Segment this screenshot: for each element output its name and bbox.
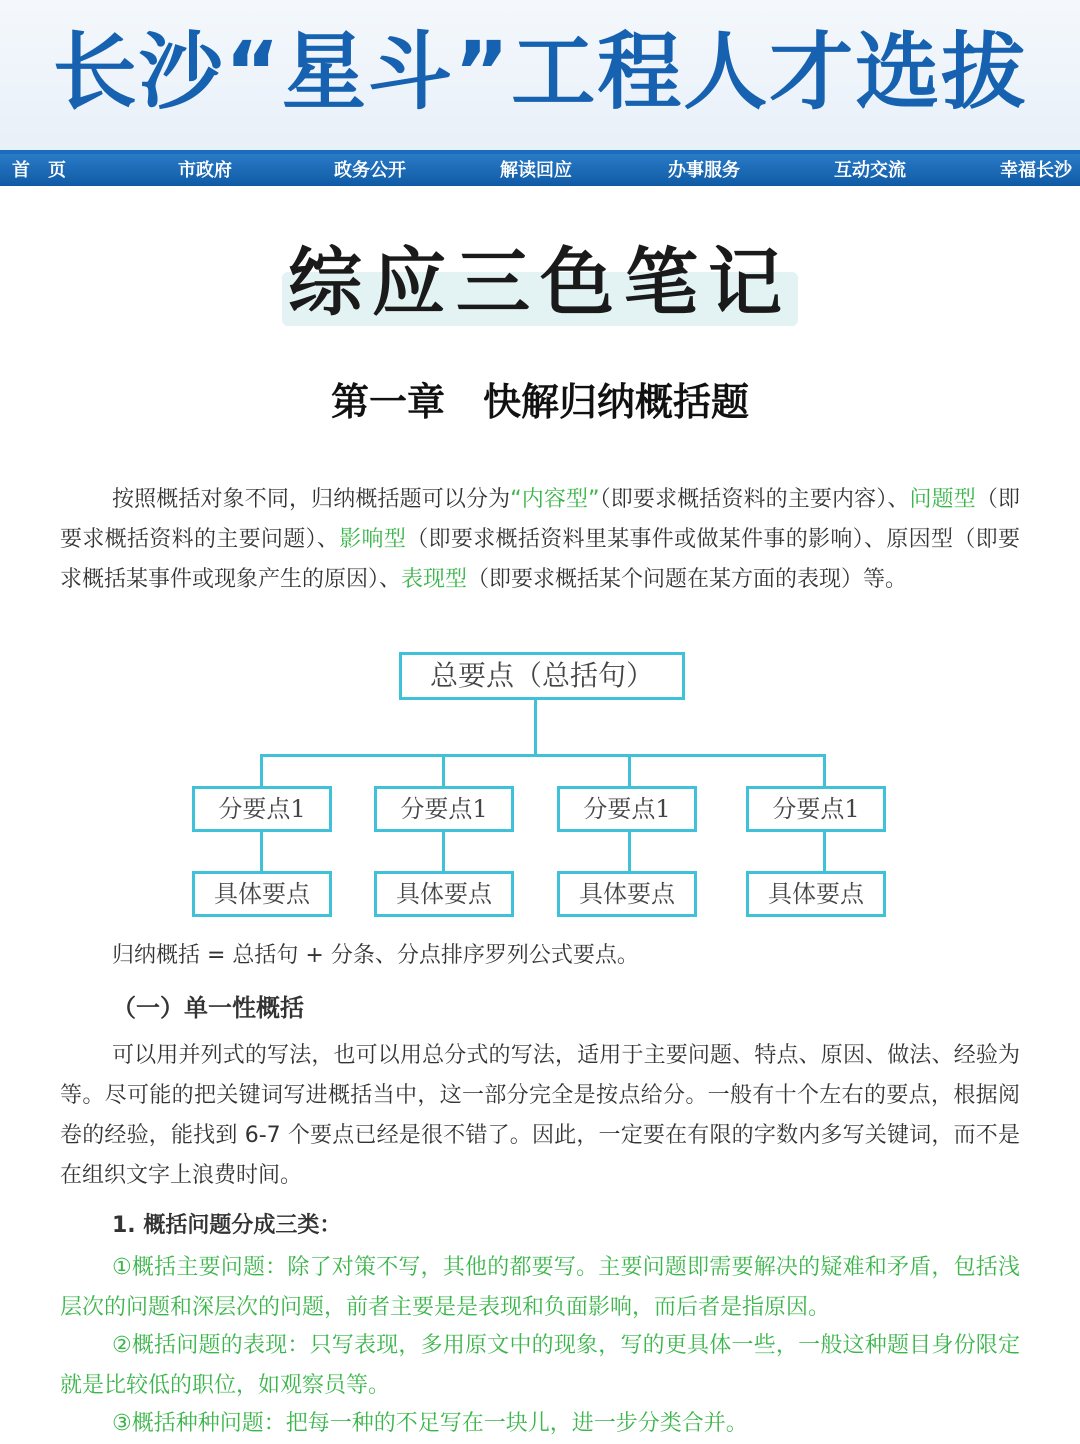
chapter-heading: 第一章 快解归纳概括题 [330,380,749,424]
list-item-problem-manifestation: ②概括问题的表现：只写表现，多用原文中的现象，写的更具体一些，一般这种题目身份限定就是比较低的职位，如观察员等。 [60,1333,1020,1398]
connector-branch-3 [628,754,631,786]
nav-item-home[interactable]: 首 页 [12,160,66,181]
connector-branch-4 [823,754,826,786]
diagram-detail-box-1: 具体要点 [192,871,332,917]
list-item-main-problems: ①概括主要问题：除了对策不写，其他的都要写。主要问题即需要解决的疑难和矛盾，包括浅层次的问题和深层次的问题，前者主要是是表现和负面影响，而后者是指原因。 [60,1255,1020,1320]
section-body: 可以用并列式的写法，也可以用总分式的写法，适用于主要问题、特点、原因、做法、经验为等。尽可能的把关键词写进概括当中，这一部分完全是按点给分。一般有十个左右的要点，根据阅卷的经验，能找到 6-7 个要点已经是很不错了。因此，一定要在有限的字数内多写关键词，而不是在组织文字上浪费时间。 [60,1043,1020,1188]
diagram-detail-box-4: 具体要点 [746,871,886,917]
banner-title: 长沙“星斗”工程人才选拔 [52,23,1028,121]
nav-item-government-affairs[interactable]: 政务公开 [334,160,406,181]
intro-text-3: （即要求概括资料的主要问题）、 [60,487,1020,552]
connector-branch-1 [260,754,263,786]
diagram-sub-box-4: 分要点1 [746,786,886,832]
type-manifestation-highlight: 表现型 [401,567,468,592]
connector-branch-2 [442,754,445,786]
nav-bar [0,150,1080,186]
connector-detail-1 [260,830,263,872]
nav-item-interpretation[interactable]: 解读回应 [500,160,572,181]
document-title: 综应三色笔记 [288,240,792,326]
list-item-various-problems: ③概括种种问题：把每一种的不足写在一块儿，进一步分类合并。 [112,1411,748,1436]
diagram-sub-box-1: 分要点1 [192,786,332,832]
type-impact-highlight: 影响型 [339,527,407,552]
type-problem-highlight: 问题型 [909,487,976,512]
connector-detail-3 [628,830,631,872]
connector-horizontal [260,754,826,757]
intro-text-2: （即要求概括资料的主要内容）、 [599,487,910,512]
connector-detail-2 [442,830,445,872]
diagram-sub-box-2: 分要点1 [374,786,514,832]
diagram-sub-box-3: 分要点1 [557,786,697,832]
nav-item-interaction[interactable]: 互动交流 [834,160,906,181]
diagram-detail-box-3: 具体要点 [557,871,697,917]
connector-detail-4 [823,830,826,872]
type-content-highlight: “内容型” [510,487,600,512]
nav-item-happy-changsha[interactable]: 幸福长沙 [1000,160,1072,181]
nav-item-city-government[interactable]: 市政府 [178,160,232,181]
intro-text-4: （即要求概括资料里某事件或做某件事的影响）、原因型（即要求概括某事件或现象产生的原因）、 [60,527,1020,592]
diagram-detail-box-2: 具体要点 [374,871,514,917]
diagram-top-box: 总要点（总括句） [399,652,685,700]
subheading-three-types: 1. 概括问题分成三类： [112,1213,342,1238]
section-heading: （一）单一性概括 [112,994,304,1022]
intro-paragraph [60,480,1020,600]
intro-text-1: 按照概括对象不同，归纳概括题可以分为 [112,487,511,512]
nav-item-services[interactable]: 办事服务 [668,160,740,181]
formula-line: 归纳概括 = 总括句 + 分条、分点排序罗列公式要点。 [112,943,639,968]
intro-text-5: （即要求概括某个问题在某方面的表现）等。 [467,567,908,592]
connector-top-vertical [534,698,537,756]
